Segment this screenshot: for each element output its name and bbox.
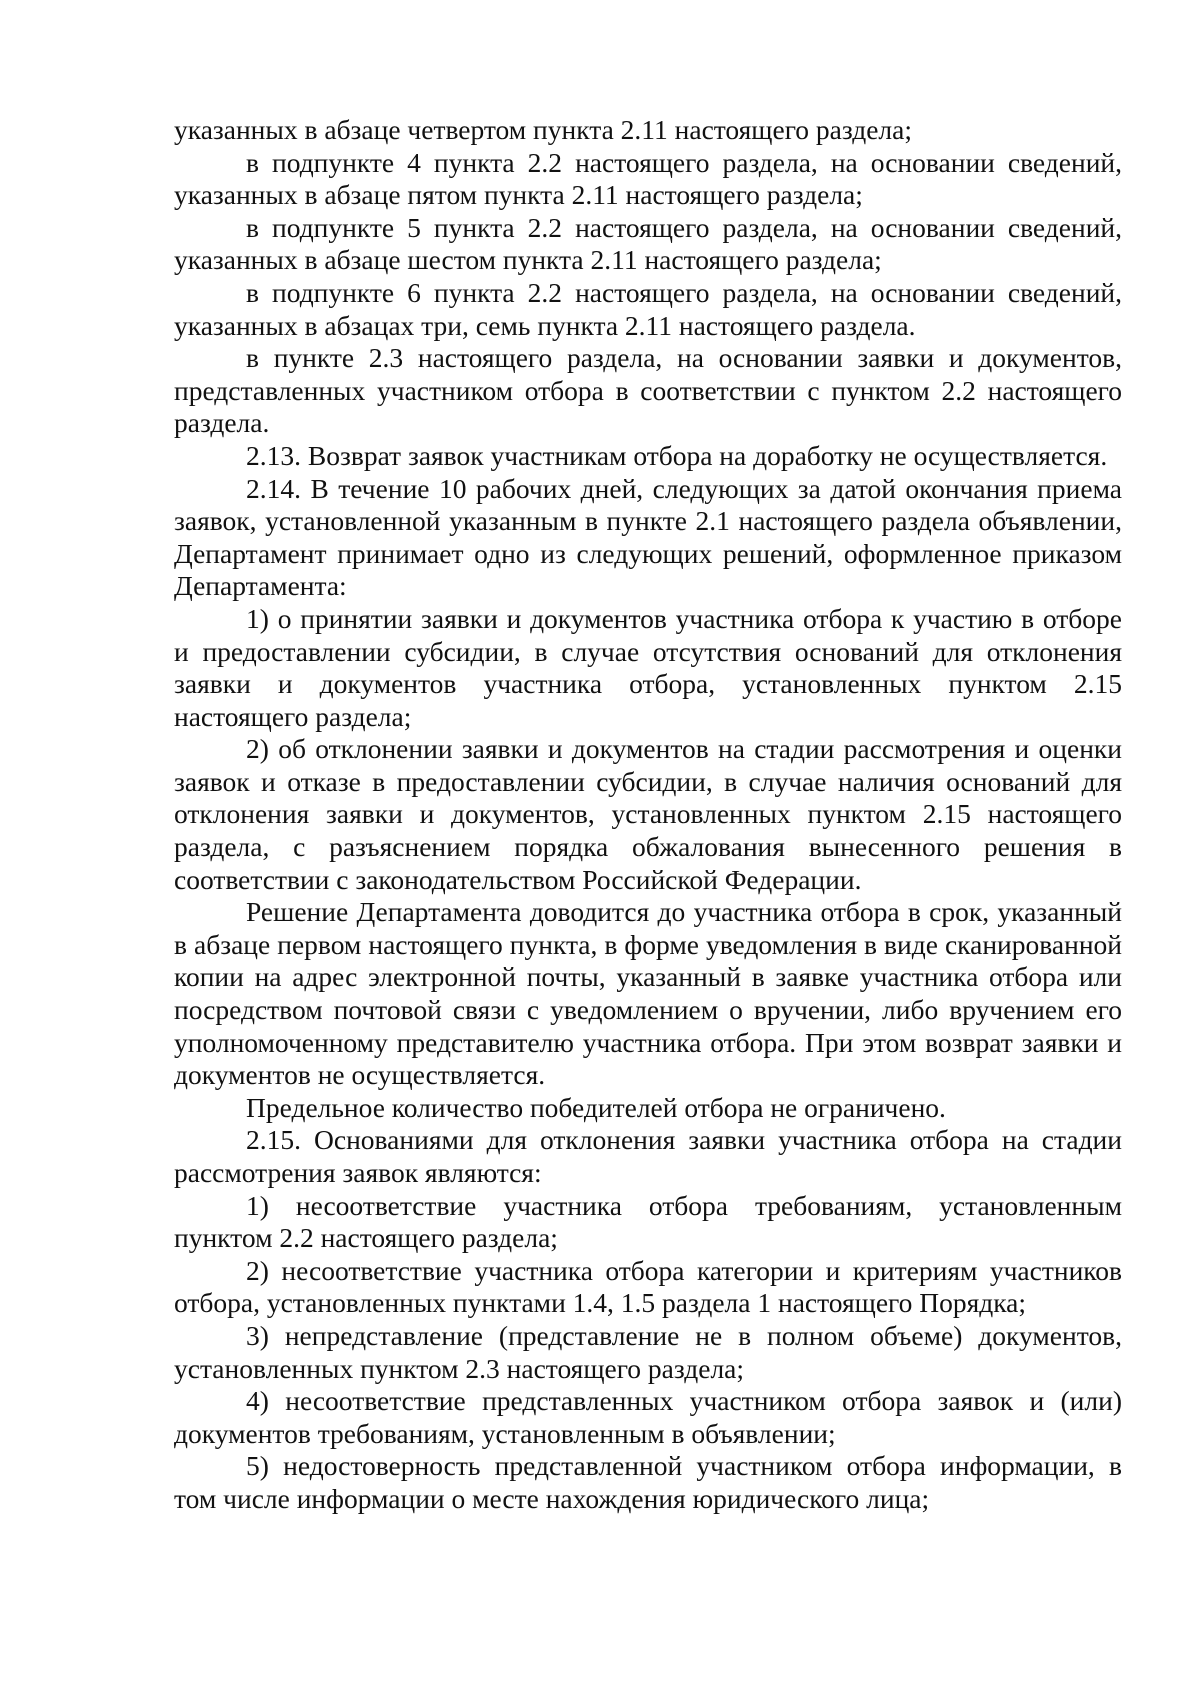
paragraph-subpoint-5: в подпункте 5 пункта 2.2 настоящего раздела, на основании сведений, указанных в абзаце шестом пункта 2.11 настоящего раздела; <box>174 211 1122 276</box>
paragraph-2-13: 2.13. Возврат заявок участникам отбора на доработку не осуществляется. <box>246 439 1108 471</box>
paragraph-2-15-item-4: 4) несоответствие представленных участником отбора заявок и (или) документов требованиям, установленным в объявлении; <box>174 1385 1122 1449</box>
paragraph-2-14-item-1: 1) о принятии заявки и документов участника отбора к участию в отборе и предоставлении субсидии, в случае отсутствия оснований для отклонения заявки и документов участника отбора, установленных пунктом 2.15 настоящего раздела; <box>174 602 1122 732</box>
document-page <box>174 114 1122 1516</box>
paragraph-2-15-item-1: 1) несоответствие участника отбора требованиям, установленным пунктом 2.2 настоящего раздела; <box>174 1189 1122 1254</box>
paragraph-continuation: указанных в абзаце четвертом пункта 2.11 настоящего раздела; <box>174 114 913 145</box>
paragraph-point-2-3: в пункте 2.3 настоящего раздела, на основании заявки и документов, представленных участником отбора в соответствии с пунктом 2.2 настоящего раздела. <box>174 342 1122 439</box>
paragraph-2-15-item-2: 2) несоответствие участника отбора категории и критериям участников отбора, установленных пунктами 1.4, 1.5 раздела 1 настоящего Порядка; <box>174 1254 1122 1319</box>
paragraph-subpoint-6: в подпункте 6 пункта 2.2 настоящего раздела, на основании сведений, указанных в абзацах три, семь пункта 2.11 настоящего раздела. <box>174 276 1122 341</box>
paragraph-2-15: 2.15. Основаниями для отклонения заявки участника отбора на стадии рассмотрения заявок являются: <box>174 1124 1122 1188</box>
paragraph-2-15-item-3: 3) непредставление (представление не в полном объеме) документов, установленных пунктом 2.3 настоящего раздела; <box>174 1319 1122 1384</box>
paragraph-2-14-item-2: 2) об отклонении заявки и документов на стадии рассмотрения и оценки заявок и отказе в предоставлении субсидии, в случае наличия оснований для отклонения заявки и документов, установленных пунктом 2.15 настоящего раздела, с разъяснением порядка обжалования вынесенного решения в соответствии с законодательством Российской Федерации. <box>174 733 1122 895</box>
paragraph-subpoint-4: в подпункте 4 пункта 2.2 настоящего раздела, на основании сведений, указанных в абзаце пятом пункта 2.11 настоящего раздела; <box>174 146 1122 211</box>
paragraph-winners-limit: Предельное количество победителей отбора не ограничено. <box>246 1091 946 1123</box>
paragraph-2-14: 2.14. В течение 10 рабочих дней, следующих за датой окончания приема заявок, установленной указанным в пункте 2.1 настоящего раздела объявлении, Департамент принимает одно из следующих решений, оформленное приказом Департамента: <box>174 472 1122 602</box>
paragraph-decision-notice: Решение Департамента доводится до участника отбора в срок, указанный в абзаце первом настоящего пункта, в форме уведомления в виде сканированной копии на адрес электронной почты, указанный в заявке участника отбора или посредством почтовой связи с уведомлением о вручении, либо вручением его уполномоченному представителю участника отбора. При этом возврат заявки и документов не осуществляется. <box>174 896 1122 1091</box>
paragraph-2-15-item-5: 5) недостоверность представленной участником отбора информации, в том числе информации о месте нахождения юридического лица; <box>174 1450 1122 1514</box>
